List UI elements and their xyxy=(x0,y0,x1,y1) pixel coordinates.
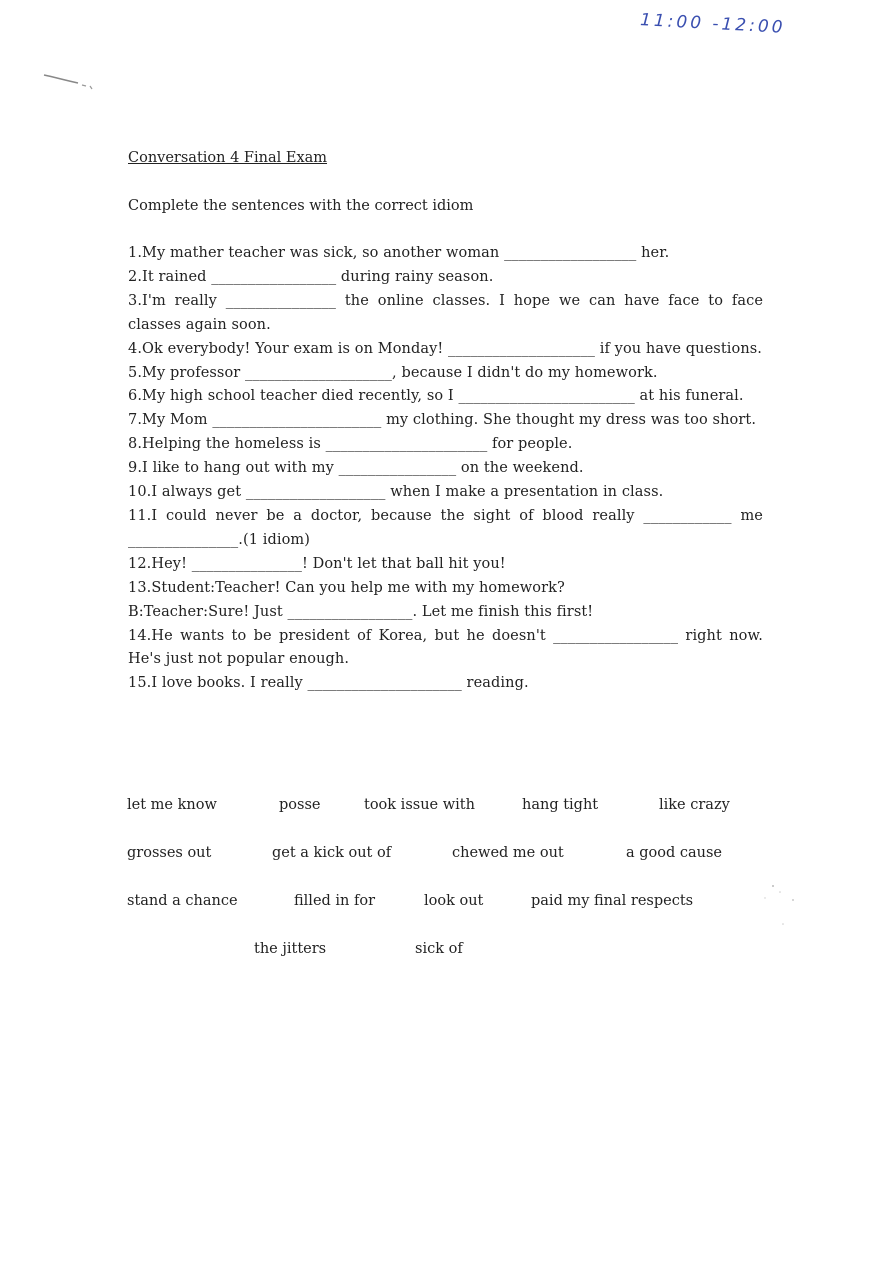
word-bank-item: paid my final respects xyxy=(531,893,694,909)
worksheet xyxy=(128,146,763,696)
question-7: 7.My Mom _______________________ my clothing. She thought my dress was too short. xyxy=(128,412,757,429)
question-9: 9.I like to hang out with my ________________ on the weekend. xyxy=(128,460,584,477)
word-bank-item: sick of xyxy=(415,941,463,957)
word-bank-item: let me know xyxy=(127,797,217,813)
question-3: 3.I'm really _______________ the online classes. I hope we can have face to face classes again soon. xyxy=(128,292,763,333)
question-4: 4.Ok everybody! Your exam is on Monday! ____________________ if you have questions. xyxy=(128,340,763,357)
word-bank-item: chewed me out xyxy=(452,845,564,861)
question-6: 6.My high school teacher died recently, so I ________________________ at his funeral. xyxy=(128,388,744,405)
question-list xyxy=(128,242,763,696)
word-bank-item: grosses out xyxy=(127,845,212,861)
word-bank-item: like crazy xyxy=(659,797,730,813)
word-bank-item: hang tight xyxy=(522,797,599,813)
word-bank-item: look out xyxy=(424,893,484,909)
worksheet-instruction: Complete the sentences with the correct idiom xyxy=(128,198,474,214)
question-11: 11.I could never be a doctor, because the sight of blood really ____________ me _______________.(1 idiom) xyxy=(128,507,763,548)
question-13-teacher: B:Teacher:Sure! Just _________________. Let me finish this first! xyxy=(128,603,594,620)
pen-scratch-mark xyxy=(42,72,94,90)
word-bank-item: the jitters xyxy=(254,941,327,957)
question-1: 1.My mather teacher was sick, so another woman __________________ her. xyxy=(128,245,670,261)
word-bank-item: posse xyxy=(279,797,321,813)
handwritten-time-note: 11:00 -12:00 xyxy=(639,10,786,38)
question-14: 14.He wants to be president of Korea, but he doesn't _________________ right now. He's just not popular enough. xyxy=(128,627,763,668)
paper-speck-marks xyxy=(745,880,815,930)
question-5: 5.My professor ____________________, because I didn't do my homework. xyxy=(128,364,658,381)
word-bank-item: filled in for xyxy=(294,893,376,909)
question-10: 10.I always get ___________________ when I make a presentation in class. xyxy=(128,484,664,501)
word-bank-item: get a kick out of xyxy=(272,845,392,861)
question-13-student: 13.Student:Teacher! Can you help me with my homework? xyxy=(128,579,565,596)
word-bank-item: stand a chance xyxy=(127,893,238,909)
word-bank-item: took issue with xyxy=(364,797,475,813)
question-8: 8.Helping the homeless is ______________________ for people. xyxy=(128,436,573,453)
question-2: 2.It rained _________________ during rainy season. xyxy=(128,268,494,285)
question-15: 15.I love books. I really _____________________ reading. xyxy=(128,675,529,692)
question-12: 12.Hey! _______________! Don't let that ball hit you! xyxy=(128,555,506,572)
word-bank-item: a good cause xyxy=(626,845,723,861)
worksheet-title: Conversation 4 Final Exam xyxy=(128,150,328,166)
